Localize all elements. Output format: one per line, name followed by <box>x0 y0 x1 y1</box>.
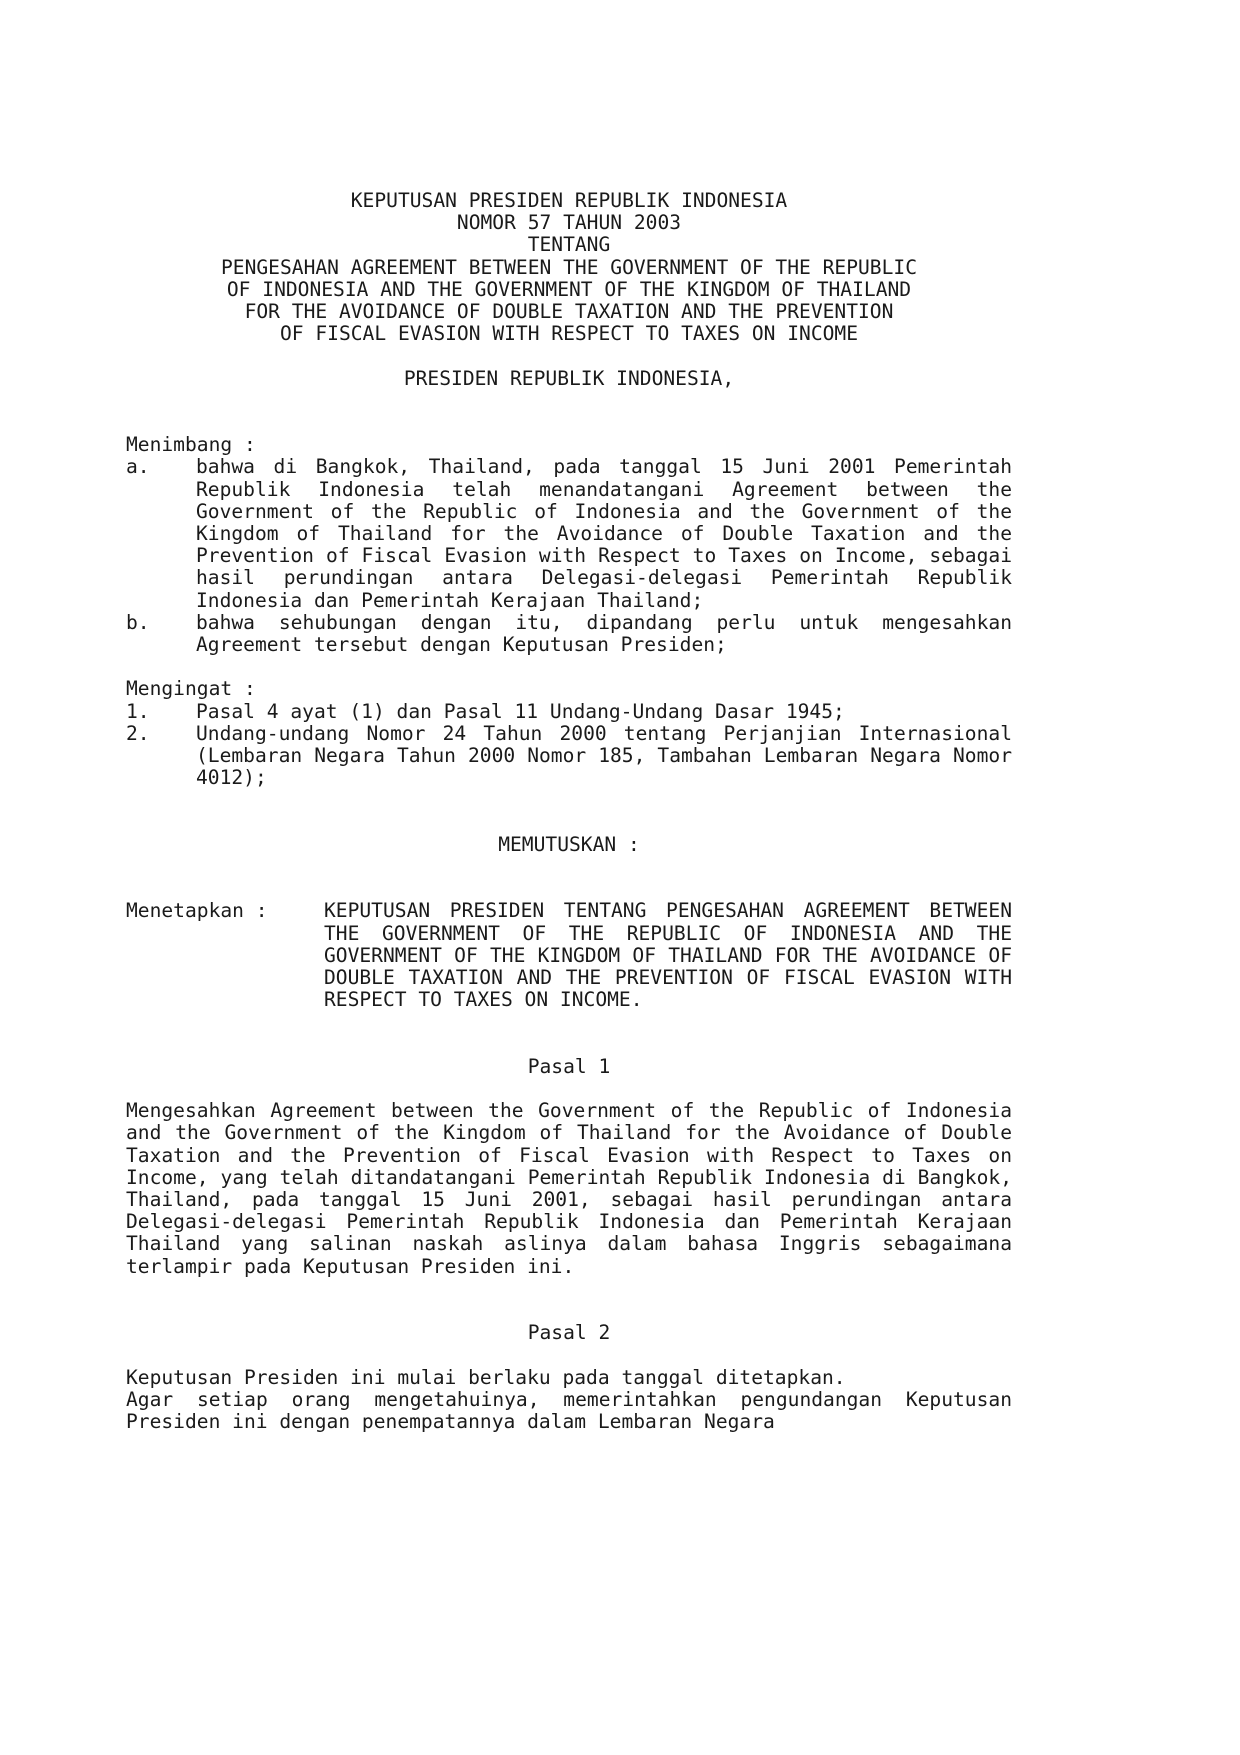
title-line-6: FOR THE AVOIDANCE OF DOUBLE TAXATION AND THE PREVENTION <box>244 300 894 324</box>
spacer <box>126 1344 1012 1366</box>
article-1-body: Mengesahkan Agreement between the Government of the Republic of Indonesia and the Government of the Kingdom of Thailand for the Avoidance of Double Taxation and the Prevention of Fiscal Evasion with Respect to Taxes on Income, yang telah ditandatangani Pemerintah Republik Indonesia di Bangkok, Thailand, pada tanggal 15 Juni 2001, sebagai hasil perundingan antara Delegasi-delegasi Pemerintah Republik Indonesia dan Pemerintah Kerajaan Thailand yang salinan naskah aslinya dalam bahasa Inggris sebagaimana terlampir pada Keputusan Presiden ini. <box>126 1099 1012 1278</box>
spacer <box>126 812 1012 834</box>
spacer <box>126 1011 1012 1033</box>
recalling-item-1 <box>126 701 1012 723</box>
list-marker: a. <box>126 455 150 479</box>
considering-label: Menimbang : <box>126 433 256 457</box>
stipulating-row <box>126 900 1012 1011</box>
list-marker: b. <box>126 610 150 634</box>
list-marker: 2. <box>126 721 150 745</box>
list-text: Undang-undang Nomor 24 Tahun 2000 tentang Perjanjian Internasional (Lembaran Negara Tahun 2000 Nomor 185, Tambahan Lembaran Negara Nomor 4012); <box>196 721 1012 790</box>
spacer <box>126 345 1012 367</box>
title-line-4: PENGESAHAN AGREEMENT BETWEEN THE GOVERNMENT OF THE REPUBLIC <box>221 255 917 279</box>
list-text: bahwa sehubungan dengan itu, dipandang perlu untuk mengesahkan Agreement tersebut dengan Keputusan Presiden; <box>196 610 1012 657</box>
issuer-line: PRESIDEN REPUBLIK INDONESIA, <box>403 366 735 390</box>
spacer <box>126 656 1012 678</box>
title-line-3: TENTANG <box>527 233 611 257</box>
spacer <box>126 878 1012 900</box>
considering-item-b <box>126 612 1012 656</box>
spacer <box>126 789 1012 811</box>
title-line-7: OF FISCAL EVASION WITH RESPECT TO TAXES ON INCOME <box>279 322 859 346</box>
spacer <box>126 1078 1012 1100</box>
recalling-label: Mengingat : <box>126 677 256 701</box>
title-line-1: KEPUTUSAN PRESIDEN REPUBLIK INDONESIA <box>350 189 788 212</box>
spacer <box>126 856 1012 878</box>
stipulating-text: KEPUTUSAN PRESIDEN TENTANG PENGESAHAN AGREEMENT BETWEEN THE GOVERNMENT OF THE REPUBLIC OF INDONESIA AND THE GOVERNMENT OF THE KINGDOM OF THAILAND FOR THE AVOIDANCE OF DOUBLE TAXATION AND THE PREVENTION OF FISCAL EVASION WITH RESPECT TO TAXES ON INCOME. <box>324 899 1012 1012</box>
considering-item-a <box>126 456 1012 611</box>
list-marker: 1. <box>126 699 150 723</box>
recalling-item-2 <box>126 723 1012 790</box>
article-1-heading: Pasal 1 <box>527 1054 611 1078</box>
title-line-2: NOMOR 57 TAHUN 2003 <box>456 211 682 235</box>
article-2-body-line-1: Keputusan Presiden ini mulai berlaku pada tanggal ditetapkan. <box>126 1365 846 1389</box>
spacer <box>126 1034 1012 1056</box>
stipulating-label: Menetapkan : <box>126 899 268 923</box>
article-2-body-line-2: Agar setiap orang mengetahuinya, memerintahkan pengundangan Keputusan Presiden ini dengan penempatannya dalam Lembaran Negara <box>126 1387 1012 1433</box>
document-title-block <box>126 190 1012 345</box>
list-text: bahwa di Bangkok, Thailand, pada tanggal 15 Juni 2001 Pemerintah Republik Indonesia telah menandatangani Agreement between the Government of the Republic of Indonesia and the Government of the Kingdom of Thailand for the Avoidance of Double Taxation and the Prevention of Fiscal Evasion with Respect to Taxes on Income, sebagai hasil perundingan antara Delegasi-delegasi Pemerintah Republik Indonesia dan Pemerintah Kerajaan Thailand; <box>196 455 1012 612</box>
list-text: Pasal 4 ayat (1) dan Pasal 11 Undang-Undang Dasar 1945; <box>196 699 845 723</box>
document-body <box>126 190 1012 1433</box>
title-line-5: OF INDONESIA AND THE GOVERNMENT OF THE KINGDOM OF THAILAND <box>226 277 912 301</box>
article-2-heading: Pasal 2 <box>527 1321 611 1345</box>
spacer <box>126 1300 1012 1322</box>
spacer <box>126 1278 1012 1300</box>
decides-heading: MEMUTUSKAN : <box>498 832 640 856</box>
spacer <box>126 390 1012 412</box>
spacer <box>126 412 1012 434</box>
